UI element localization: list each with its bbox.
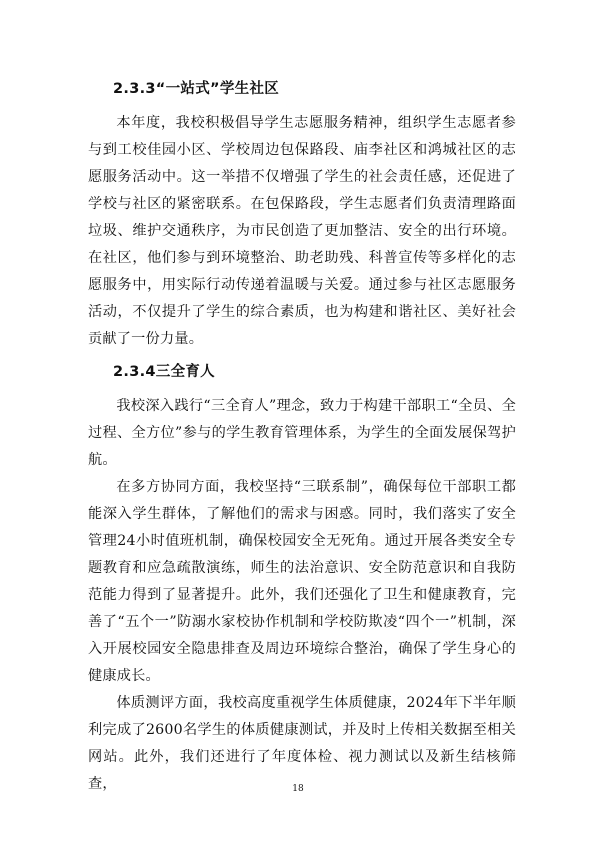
- section-heading-education: 2.3.4三全育人: [113, 364, 215, 380]
- page-content: [88, 70, 516, 798]
- collaboration-paragraph: 在多方协同方面，我校坚持“三联系制”，确保每位干部职工都能深入学生群体，了解他们的需求与困惑。同时，我们落实了安全管理24小时值班机制，确保校园安全无死角。通过开展各类安全专题教育和应急疏散演练，师生的法治意识、安全防范意识和自我防范能力得到了显著提升。此外，我们还强化了卫生和健康教育，完善了“五个一”防溺水家校协作机制和学校防欺凌“四个一”机制，深入开展校园安全隐患排查及周边环境综合整治，确保了学生身心的健康成长。: [88, 479, 516, 684]
- education-intro-paragraph: 我校深入践行“三全育人”理念，致力于构建干部职工“全员、全过程、全方位”参与的学生教育管理体系，为学生的全面发展保驾护航。: [88, 398, 516, 468]
- community-paragraph: 本年度，我校积极倡导学生志愿服务精神，组织学生志愿者参与到工校佳园小区、学校周边包保路段、庙李社区和鸿城社区的志愿服务活动中。这一举措不仅增强了学生的社会责任感，还促进了学校与社区的紧密联系。在包保路段，学生志愿者们负责清理路面垃圾、维护交通秩序，为市民创造了更加整洁、安全的出行环境。在社区，他们参与到环境整治、助老助残、科普宣传等多样化的志愿服务中，用实际行动传递着温暖与关爱。通过参与社区志愿服务活动，不仅提升了学生的综合素质，也为构建和谐社区、美好社会贡献了一份力量。: [88, 115, 516, 347]
- physical-test-paragraph: 体质测评方面，我校高度重视学生体质健康，2024年下半年顺利完成了2600名学生的体质健康测试，并及时上传相关数据至相关网站。此外，我们还进行了年度体检、视力测试以及新生结核筛查，: [88, 695, 516, 792]
- page-number: 18: [292, 784, 304, 794]
- section-heading-community: 2.3.3“一站式”学生社区: [113, 81, 280, 97]
